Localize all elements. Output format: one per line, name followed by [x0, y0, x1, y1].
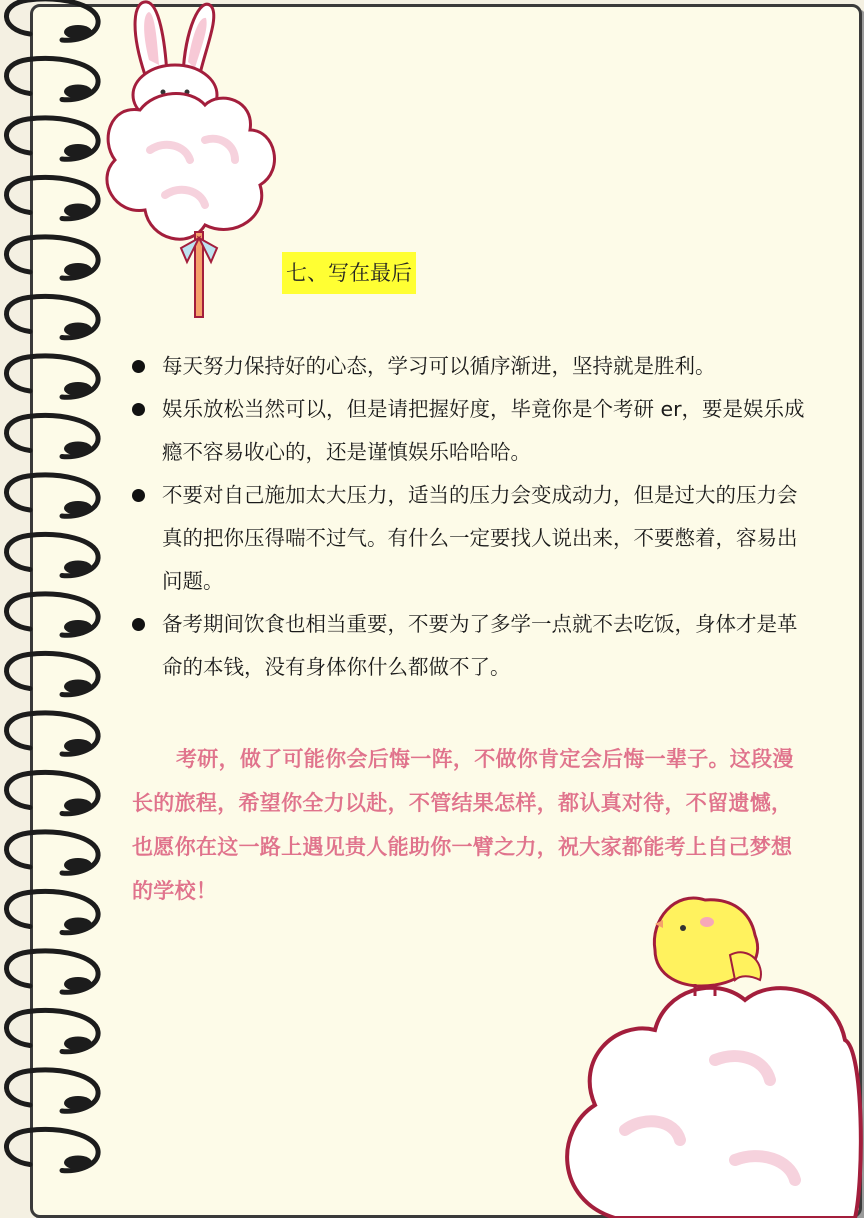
tips-list	[128, 345, 808, 689]
spiral-binding-icon	[0, 0, 110, 1218]
section-heading: 七、写在最后	[282, 252, 416, 294]
chick-on-cloud-icon	[555, 880, 864, 1218]
bunny-cotton-candy-icon	[95, 0, 285, 320]
list-item: 每天努力保持好的心态，学习可以循序渐进，坚持就是胜利。	[128, 345, 808, 388]
closing-paragraph: 考研，做了可能你会后悔一阵，不做你肯定会后悔一辈子。这段漫长的旅程，希望你全力以赴，不管结果怎样，都认真对待，不留遗憾，也愿你在这一路上遇见贵人能助你一臂之力，祝大家都能考上自己梦想的学校！	[132, 747, 794, 903]
list-item: 娱乐放松当然可以，但是请把握好度，毕竟你是个考研 er，要是娱乐成瘾不容易收心的，还是谨慎娱乐哈哈哈。	[128, 388, 808, 474]
list-item: 备考期间饮食也相当重要，不要为了多学一点就不去吃饭，身体才是革命的本钱，没有身体你什么都做不了。	[128, 603, 808, 689]
list-item: 不要对自己施加太大压力，适当的压力会变成动力，但是过大的压力会真的把你压得喘不过气。有什么一定要找人说出来，不要憋着，容易出问题。	[128, 474, 808, 603]
